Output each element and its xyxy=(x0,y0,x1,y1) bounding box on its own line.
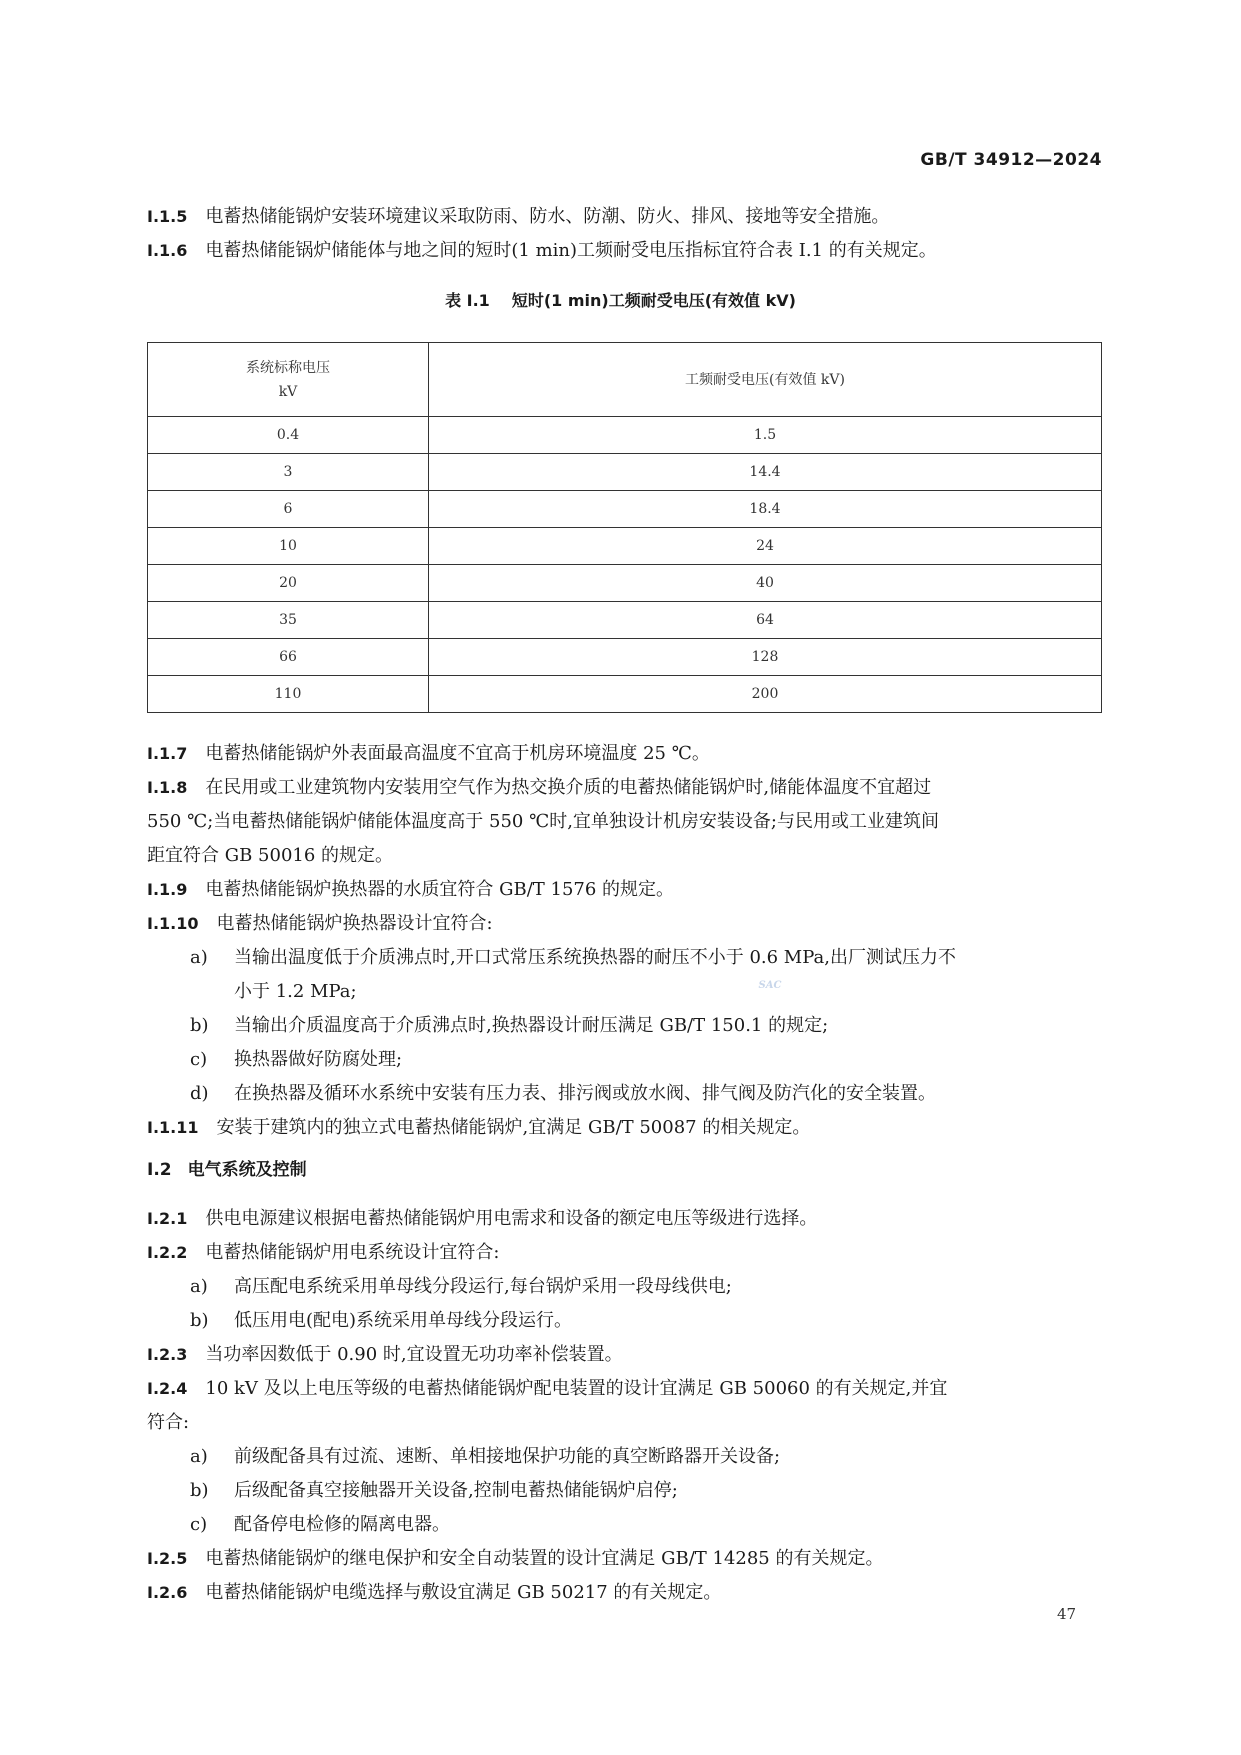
clause-i-1-11 xyxy=(147,1111,1102,1145)
list-item xyxy=(190,1474,1102,1508)
clause-number: I.2.6 xyxy=(147,1583,188,1602)
table-caption-title: 短时(1 min)工频耐受电压(有效值 kV) xyxy=(511,291,796,310)
page-number: 47 xyxy=(1057,1605,1077,1623)
col-header-unit: kV xyxy=(278,383,298,400)
cell-withstand-voltage: 24 xyxy=(429,528,1102,565)
cell-withstand-voltage: 14.4 xyxy=(429,454,1102,491)
list-item-label: c) xyxy=(190,1514,208,1535)
clause-number: I.1.6 xyxy=(147,241,188,260)
cell-withstand-voltage: 128 xyxy=(429,639,1102,676)
table-row xyxy=(148,417,1102,454)
col-header-line: 系统标称电压 xyxy=(246,359,330,376)
table-header-row xyxy=(148,343,1102,417)
voltage-table xyxy=(147,342,1102,713)
list-item xyxy=(190,1077,1102,1111)
clause-text: 在民用或工业建筑物内安装用空气作为热交换介质的电蓄热储能锅炉时,储能体温度不宜超过 xyxy=(205,777,932,798)
clause-i-2-1 xyxy=(147,1202,1102,1236)
table-row xyxy=(148,491,1102,528)
clause-i-1-9 xyxy=(147,873,1102,907)
clause-i-1-10 xyxy=(147,907,1102,941)
cell-nominal-voltage: 35 xyxy=(148,602,429,639)
cell-nominal-voltage: 20 xyxy=(148,565,429,602)
clause-continuation: 距宜符合 GB 50016 的规定。 xyxy=(147,845,394,866)
clause-text: 供电电源建议根据电蓄热储能锅炉用电需求和设备的额定电压等级进行选择。 xyxy=(205,1208,818,1229)
list-item-label: b) xyxy=(190,1310,209,1331)
cell-withstand-voltage: 1.5 xyxy=(429,417,1102,454)
table-row xyxy=(148,639,1102,676)
clause-number: I.2.3 xyxy=(147,1345,188,1364)
list-item-label: a) xyxy=(190,1446,208,1467)
cell-nominal-voltage: 3 xyxy=(148,454,429,491)
table-row xyxy=(148,676,1102,713)
cell-nominal-voltage: 0.4 xyxy=(148,417,429,454)
list-item-text: 换热器做好防腐处理; xyxy=(234,1049,403,1070)
col-header-withstand-voltage: 工频耐受电压(有效值 kV) xyxy=(429,343,1102,417)
list-item-text: 当输出温度低于介质沸点时,开口式常压系统换热器的耐压不小于 0.6 MPa,出厂测试压力不 xyxy=(234,947,956,968)
clause-number: I.2.5 xyxy=(147,1549,188,1568)
clause-number: I.2.4 xyxy=(147,1379,188,1398)
cell-withstand-voltage: 64 xyxy=(429,602,1102,639)
cell-nominal-voltage: 110 xyxy=(148,676,429,713)
table-row xyxy=(148,454,1102,491)
table-body xyxy=(148,417,1102,713)
clause-i-2-4 xyxy=(147,1372,1102,1406)
list-item-label: b) xyxy=(190,1480,209,1501)
clause-text: 电蓄热储能锅炉用电系统设计宜符合: xyxy=(205,1242,500,1263)
clause-number: I.2.1 xyxy=(147,1209,188,1228)
clause-number: I.1.9 xyxy=(147,880,188,899)
table-caption xyxy=(0,288,1241,311)
clause-text: 电蓄热储能锅炉外表面最高温度不宜高于机房环境温度 25 ℃。 xyxy=(205,743,710,764)
clause-continuation: 550 ℃;当电蓄热储能锅炉储能体温度高于 550 ℃时,宜单独设计机房安装设备;与民用或工业建筑间 xyxy=(147,811,939,832)
clause-i-1-8 xyxy=(147,771,1102,805)
cell-nominal-voltage: 10 xyxy=(148,528,429,565)
clause-text: 电蓄热储能锅炉换热器设计宜符合: xyxy=(216,913,493,934)
list-item-text: 在换热器及循环水系统中安装有压力表、排污阀或放水阀、排气阀及防汽化的安全装置。 xyxy=(234,1083,936,1104)
clause-number: I.1.10 xyxy=(147,914,199,933)
sac-watermark-logo: SAC xyxy=(758,980,782,991)
list-item-continuation: 小于 1.2 MPa; xyxy=(234,981,357,1002)
clause-number: I.2.2 xyxy=(147,1243,188,1262)
list-item xyxy=(190,941,1102,975)
list-item xyxy=(190,1440,1102,1474)
clause-text: 10 kV 及以上电压等级的电蓄热储能锅炉配电装置的设计宜满足 GB 50060 的有关规定,并宜 xyxy=(205,1378,948,1399)
cell-nominal-voltage: 66 xyxy=(148,639,429,676)
section-heading xyxy=(147,1155,307,1180)
table-row xyxy=(148,528,1102,565)
clause-text: 电蓄热储能锅炉安装环境建议采取防雨、防水、防潮、防火、排风、接地等安全措施。 xyxy=(205,206,890,227)
list-item-text: 当输出介质温度高于介质沸点时,换热器设计耐压满足 GB/T 150.1 的规定; xyxy=(234,1015,829,1036)
list-item xyxy=(190,1009,1102,1043)
clause-i-2-6 xyxy=(147,1576,1102,1610)
clause-i-1-7 xyxy=(147,737,1102,771)
list-item-text: 配备停电检修的隔离电器。 xyxy=(234,1514,450,1535)
table-row xyxy=(148,565,1102,602)
list-item-label: d) xyxy=(190,1083,209,1104)
cell-withstand-voltage: 40 xyxy=(429,565,1102,602)
cell-withstand-voltage: 200 xyxy=(429,676,1102,713)
clause-text: 电蓄热储能锅炉储能体与地之间的短时(1 min)工频耐受电压指标宜符合表 I.1 的有关规定。 xyxy=(205,240,937,261)
cell-nominal-voltage: 6 xyxy=(148,491,429,528)
list-item xyxy=(190,1508,1102,1542)
standard-number: GB/T 34912—2024 xyxy=(920,150,1102,170)
list-item xyxy=(190,1270,1102,1304)
list-item-label: b) xyxy=(190,1015,209,1036)
clause-i-2-3 xyxy=(147,1338,1102,1372)
clause-continuation: 符合: xyxy=(147,1412,190,1433)
clause-i-1-6 xyxy=(147,234,1102,268)
clause-text: 电蓄热储能锅炉电缆选择与敷设宜满足 GB 50217 的有关规定。 xyxy=(205,1582,722,1603)
table-row xyxy=(148,602,1102,639)
clause-number: I.1.11 xyxy=(147,1118,199,1137)
clause-text: 安装于建筑内的独立式电蓄热储能锅炉,宜满足 GB/T 50087 的相关规定。 xyxy=(216,1117,811,1138)
clause-number: I.1.5 xyxy=(147,207,188,226)
section-number: I.2 xyxy=(147,1160,172,1180)
table-caption-number: 表 I.1 xyxy=(445,291,490,310)
clause-number: I.1.7 xyxy=(147,744,188,763)
cell-withstand-voltage: 18.4 xyxy=(429,491,1102,528)
section-title: 电气系统及控制 xyxy=(187,1160,307,1180)
col-header-nominal-voltage xyxy=(148,343,429,417)
clause-i-1-5 xyxy=(147,200,1102,234)
clause-number: I.1.8 xyxy=(147,778,188,797)
clause-i-2-2 xyxy=(147,1236,1102,1270)
clause-text: 电蓄热储能锅炉换热器的水质宜符合 GB/T 1576 的规定。 xyxy=(205,879,675,900)
list-item-text: 高压配电系统采用单母线分段运行,每台锅炉采用一段母线供电; xyxy=(234,1276,732,1297)
list-item-text: 前级配备具有过流、速断、单相接地保护功能的真空断路器开关设备; xyxy=(234,1446,781,1467)
list-item-label: c) xyxy=(190,1049,208,1070)
list-item xyxy=(190,1304,1102,1338)
list-item-label: a) xyxy=(190,947,208,968)
clause-i-2-5 xyxy=(147,1542,1102,1576)
list-item xyxy=(190,1043,1102,1077)
clause-text: 当功率因数低于 0.90 时,宜设置无功功率补偿装置。 xyxy=(205,1344,623,1365)
list-item-text: 低压用电(配电)系统采用单母线分段运行。 xyxy=(234,1310,573,1331)
list-item-label: a) xyxy=(190,1276,208,1297)
clause-text: 电蓄热储能锅炉的继电保护和安全自动装置的设计宜满足 GB/T 14285 的有关规定。 xyxy=(205,1548,884,1569)
list-item-text: 后级配备真空接触器开关设备,控制电蓄热储能锅炉启停; xyxy=(234,1480,678,1501)
